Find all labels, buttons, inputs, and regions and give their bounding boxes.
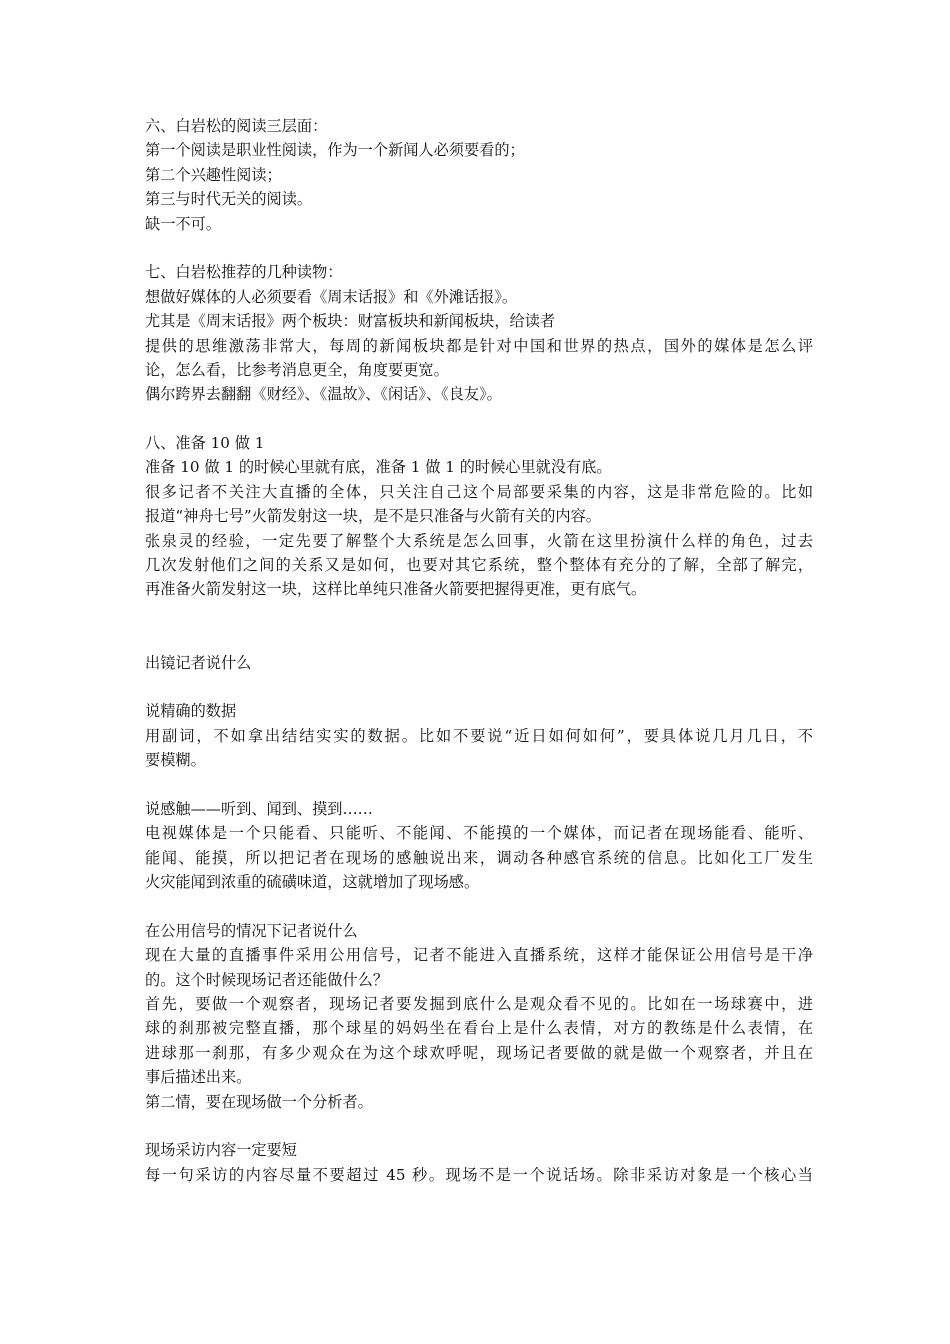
- text-line: 张泉灵的经验，一定先要了解整个大系统是怎么回事，火箭在这里扮演什么样的角色，过去: [145, 531, 813, 550]
- text-line: 想做好媒体的人必须要看《周末话报》和《外滩话报》。: [145, 287, 518, 306]
- text-line: 尤其是《周末话报》两个板块：财富板块和新闻板块，给读者: [145, 312, 556, 331]
- text-line: 第二情，要在现场做一个分析者。: [145, 1092, 373, 1111]
- subsection-heading: 现场采访内容一定要短: [145, 1141, 297, 1160]
- subsection-heading: 说感触——听到、闻到、摸到……: [145, 799, 373, 818]
- subsection-heading: 在公用信号的情况下记者说什么: [145, 921, 358, 940]
- part-title: 出镜记者说什么: [145, 653, 252, 672]
- text-line: 提供的思维激荡非常大，每周的新闻板块都是针对中国和世界的热点，国外的媒体是怎么评: [145, 336, 813, 355]
- text-line: 的。这个时候现场记者还能做什么？: [145, 970, 388, 989]
- text-line: 火灾能闻到浓重的硫磺味道，这就增加了现场感。: [145, 873, 480, 892]
- text-line: 第三与时代无关的阅读。: [145, 190, 313, 209]
- text-line: 每一句采访的内容尽量不要超过 45 秒。现场不是一个说话场。除非采访对象是一个核心当: [145, 1165, 813, 1184]
- text-line: 电视媒体是一个只能看、只能听、不能闻、不能摸的一个媒体，而记者在现场能看、能听、: [145, 824, 813, 843]
- paragraph-gap: [145, 602, 813, 651]
- paragraph-gap: [145, 773, 813, 797]
- text-line: 报道“神舟七号”火箭发射这一块，是不是只准备与火箭有关的内容。: [145, 507, 601, 526]
- text-line: 用副词，不如拿出结结实实的数据。比如不要说“近日如何如何”，要具体说几月几日，不: [145, 726, 813, 745]
- text-line: 缺一不可。: [145, 214, 221, 233]
- text-line: 现在大量的直播事件采用公用信号，记者不能进入直播系统，这样才能保证公用信号是干净: [145, 946, 813, 965]
- paragraph-gap: [145, 895, 813, 919]
- text-line: 进球那一刹那，有多少观众在为这个球欢呼呢，现场记者要做的就是做一个观察者，并且在: [145, 1043, 813, 1062]
- document-body: [145, 114, 813, 1187]
- text-line: 很多记者不关注大直播的全体，只关注自己这个局部要采集的内容，这是非常危险的。比如: [145, 482, 813, 501]
- text-line: 偶尔跨界去翻翻《财经》、《温故》、《闲话》、《良友》。: [145, 385, 502, 404]
- text-line: 球的刹那被完整直播，那个球星的妈妈坐在看台上是什么表情，对方的教练是什么表情，在: [145, 1019, 813, 1038]
- text-line: 首先，要做一个观察者，现场记者要发掘到底什么是观众看不见的。比如在一场球赛中，进: [145, 995, 813, 1014]
- subsection-heading: 说精确的数据: [145, 702, 237, 721]
- text-line: 第一个阅读是职业性阅读，作为一个新闻人必须要看的；: [145, 141, 525, 160]
- text-line: 要模糊。: [145, 751, 206, 770]
- section-heading: 六、白岩松的阅读三层面：: [145, 117, 328, 135]
- text-line: 事后描述出来。: [145, 1068, 252, 1087]
- text-line: 论，怎么看，比参考消息更全，角度要更宽。: [145, 360, 449, 379]
- section-heading: 七、白岩松推荐的几种读物：: [145, 263, 343, 282]
- text-line: 再准备火箭发射这一块，这样比单纯只准备火箭要把握得更准，更有底气。: [145, 580, 647, 599]
- text-line: 第二个兴趣性阅读；: [145, 165, 282, 184]
- paragraph-gap: [145, 1114, 813, 1138]
- text-line: 准备 10 做 1 的时候心里就有底，准备 1 做 1 的时候心里就没有底。: [145, 458, 612, 477]
- paragraph-gap: [145, 236, 813, 260]
- paragraph-gap: [145, 675, 813, 699]
- section-heading: 八、准备 10 做 1: [145, 434, 265, 453]
- text-line: 几次发射他们之间的关系又是如何，也要对其它系统，整个整体有充分的了解，全部了解完，: [145, 556, 813, 575]
- paragraph-gap: [145, 407, 813, 431]
- text-line: 能闻、能摸，所以把记者在现场的感触说出来，调动各种感官系统的信息。比如化工厂发生: [145, 848, 813, 867]
